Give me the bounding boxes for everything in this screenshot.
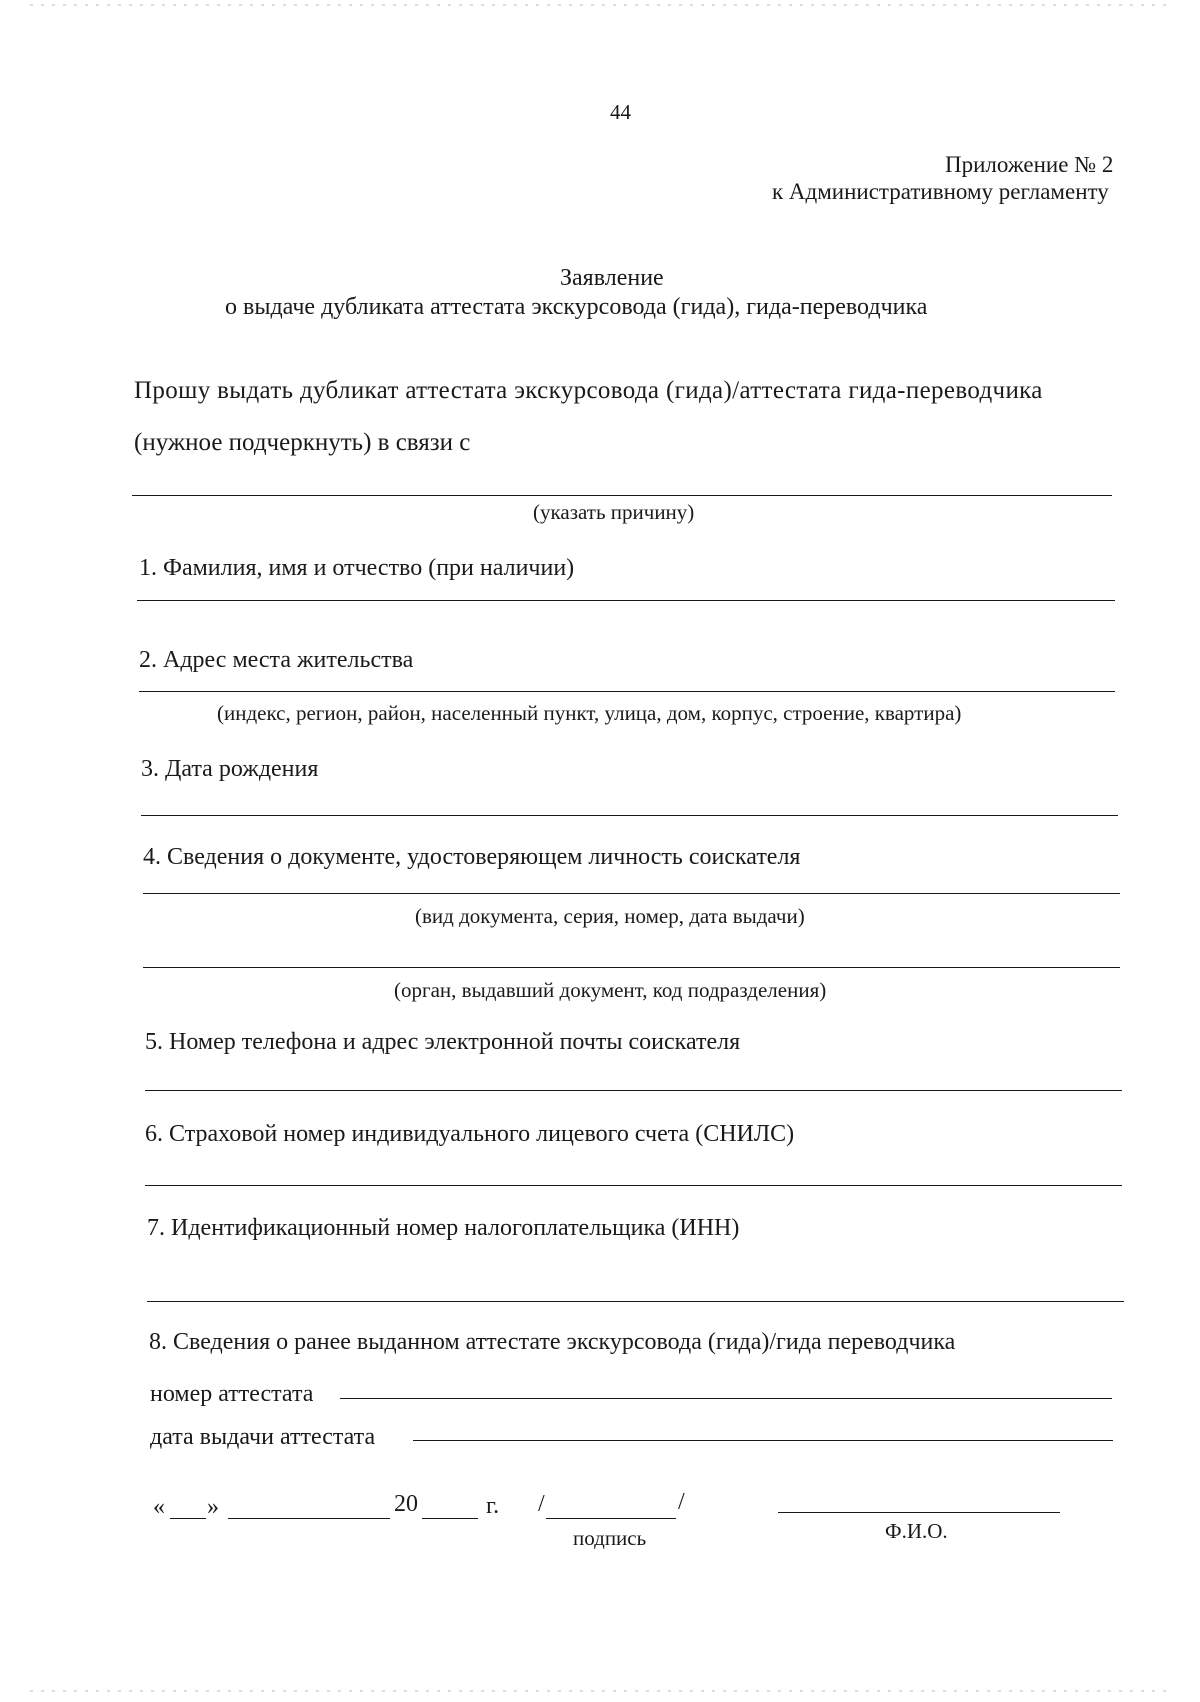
field-8-label: 8. Сведения о ранее выданном аттестате экскурсовода (гида)/гида переводчика <box>149 1329 956 1355</box>
certificate-date-label: дата выдачи аттестата <box>150 1424 376 1450</box>
signature-line[interactable] <box>546 1518 676 1519</box>
date-year-line[interactable] <box>422 1518 478 1519</box>
field-4-hint-2: (орган, выдавший документ, код подразделения) <box>394 978 827 1002</box>
certificate-number-line[interactable] <box>340 1398 1112 1399</box>
date-quote-open: « <box>153 1494 165 1520</box>
field-6-label: 6. Страховой номер индивидуального лицевого счета (СНИЛС) <box>145 1121 795 1147</box>
request-text-line1: Прошу выдать дубликат аттестата экскурсовода (гида)/аттестата гида-переводчика <box>134 377 1043 404</box>
field-5-contacts-line[interactable] <box>145 1090 1122 1091</box>
date-year-prefix: 20 <box>394 1491 418 1517</box>
date-month-line[interactable] <box>228 1518 390 1519</box>
full-name-caption: Ф.И.О. <box>885 1519 948 1543</box>
scan-artifact-bottom <box>30 1690 1170 1692</box>
signature-slash-open: / <box>538 1491 545 1517</box>
field-4-label: 4. Сведения о документе, удостоверяющем личность соискателя <box>143 844 801 870</box>
date-day-line[interactable] <box>170 1518 206 1519</box>
document-subtitle: о выдаче дубликата аттестата экскурсовода (гида), гида-переводчика <box>225 294 928 320</box>
reason-hint: (указать причину) <box>533 500 695 524</box>
field-2-label: 2. Адрес места жительства <box>139 647 414 673</box>
field-7-label: 7. Идентификационный номер налогоплательщика (ИНН) <box>147 1215 740 1241</box>
full-name-signature-line[interactable] <box>778 1512 1060 1513</box>
reason-field-line[interactable] <box>132 495 1112 496</box>
field-1-full-name-line[interactable] <box>137 600 1115 601</box>
field-5-label: 5. Номер телефона и адрес электронной почты соискателя <box>145 1029 741 1055</box>
date-quote-close: » <box>207 1494 219 1520</box>
scan-artifact-top <box>30 4 1170 6</box>
field-4-hint-1: (вид документа, серия, номер, дата выдачи) <box>415 904 805 928</box>
signature-slash-close: / <box>678 1489 685 1515</box>
date-year-suffix: г. <box>486 1493 500 1519</box>
certificate-date-line[interactable] <box>413 1440 1113 1441</box>
field-2-address-line[interactable] <box>139 691 1115 692</box>
request-text-line2: (нужное подчеркнуть) в связи с <box>134 429 471 456</box>
appendix-number: Приложение № 2 <box>945 152 1114 177</box>
field-3-birth-date-line[interactable] <box>141 815 1118 816</box>
field-1-label: 1. Фамилия, имя и отчество (при наличии) <box>139 555 575 581</box>
field-6-snils-line[interactable] <box>145 1185 1122 1186</box>
certificate-number-label: номер аттестата <box>150 1381 314 1407</box>
field-7-inn-line[interactable] <box>147 1301 1124 1302</box>
field-2-hint: (индекс, регион, район, населенный пункт, улица, дом, корпус, строение, квартира) <box>217 701 962 725</box>
appendix-reference: к Административному регламенту <box>772 179 1109 204</box>
field-4-document-line-1[interactable] <box>143 893 1120 894</box>
field-4-document-line-2[interactable] <box>143 967 1120 968</box>
field-3-label: 3. Дата рождения <box>141 756 319 782</box>
page-number: 44 <box>610 100 631 124</box>
document-title: Заявление <box>560 265 664 291</box>
signature-caption: подпись <box>573 1526 647 1550</box>
